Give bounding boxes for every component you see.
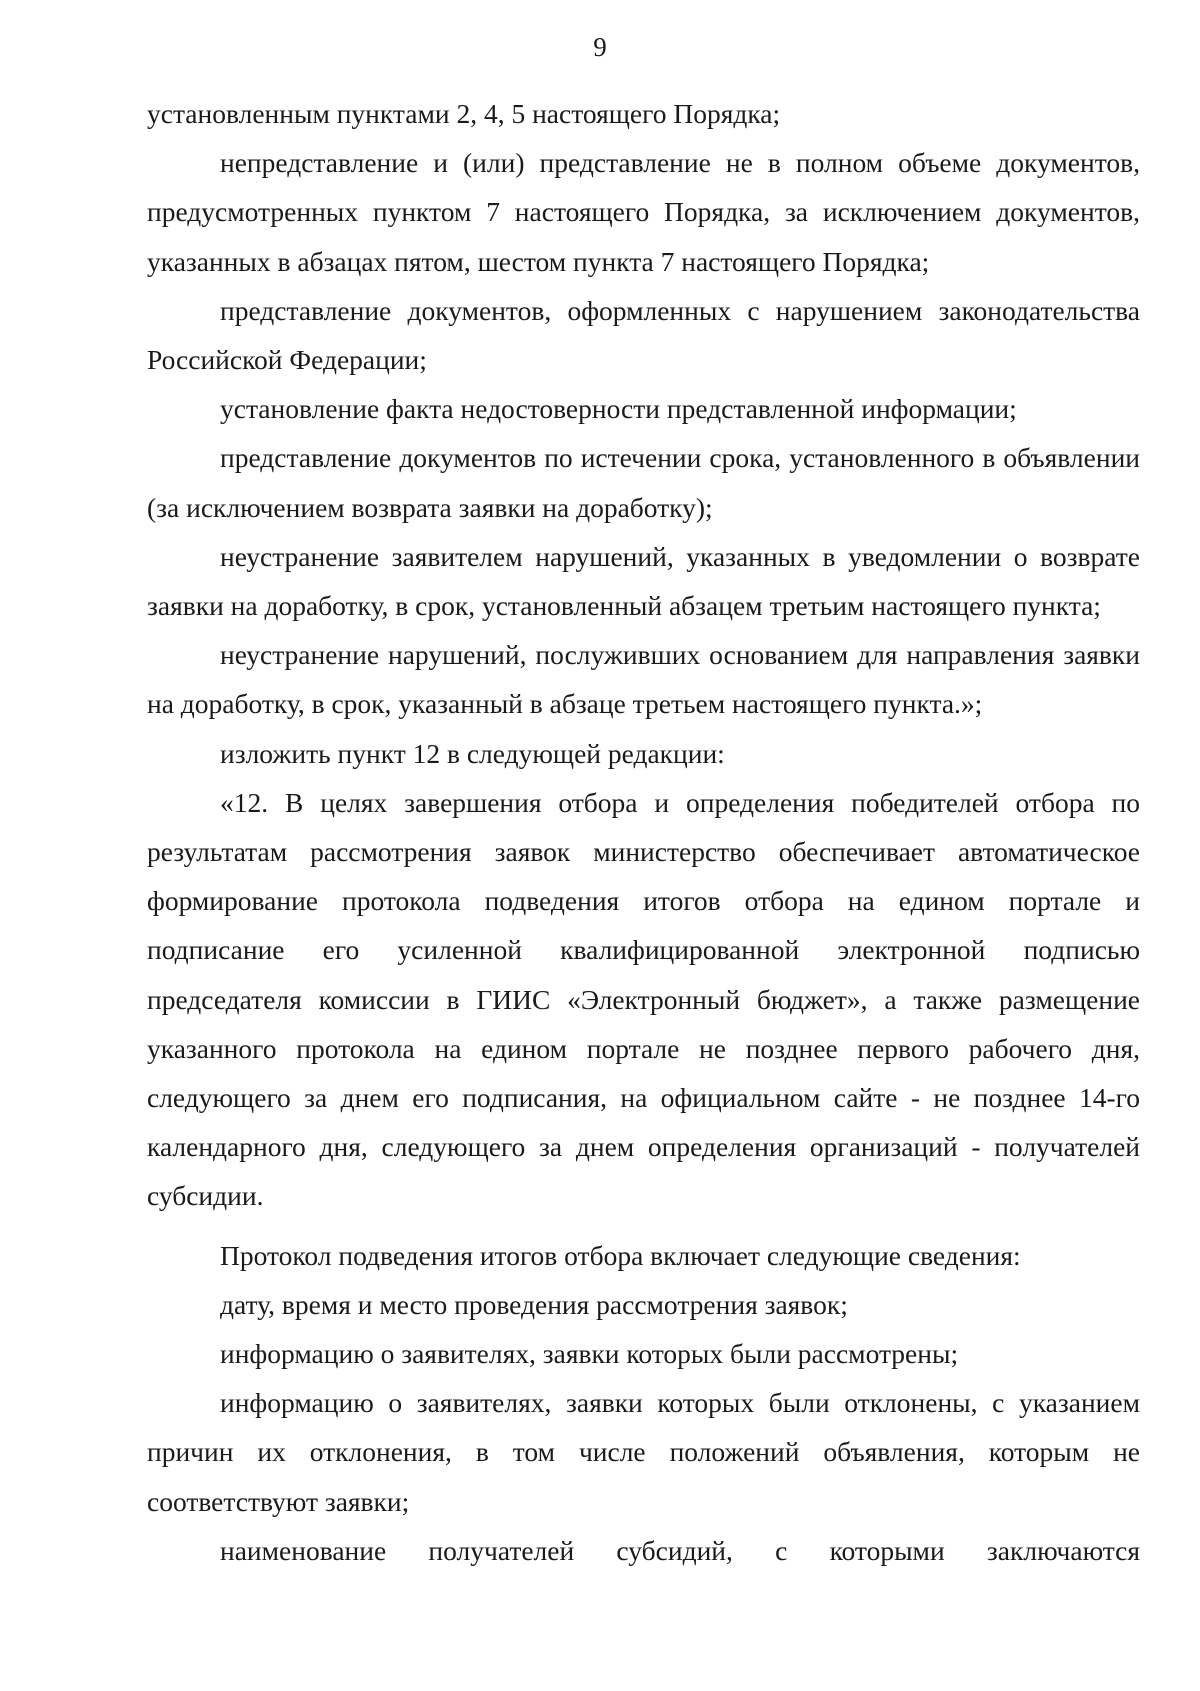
paragraph-not-remedied-applicant: неустранение заявителем нарушений, указанных в уведомлении о возврате заявки на доработку, в срок, установленный абзацем третьим настоящего пункта; <box>147 540 1140 622</box>
paragraph-considered-applicants: информацию о заявителях, заявки которых были рассмотрены; <box>220 1338 959 1370</box>
paragraph-amend-item-12: изложить пункт 12 в следующей редакции: <box>220 737 725 769</box>
paragraph-nonsubmission: непредставление и (или) представление не в полном объеме документов, предусмотренных пунктом 7 настоящего Порядка, за исключением документов, указанных в абзацах пятом, шестом пункта 7 настоящего Порядка; <box>147 147 1140 277</box>
paragraph-violation-law: представление документов, оформленных с нарушением законодательства Российской Федерации; <box>147 294 1140 376</box>
page-number: 9 <box>593 32 607 62</box>
paragraph-item-12: «12. В целях завершения отбора и определения победителей отбора по результатам рассмотрения заявок министерство обеспечивает автоматическое формирование протокола подведения итогов отбора на едином портале и подписание его усиленной квалифицированной электронной подписью председателя комиссии в ГИИС «Электронный бюджет», а также размещение указанного протокола на едином портале не позднее первого рабочего дня, следующего за днем его подписания, на официальном сайте - не позднее 14-го календарного дня, следующего за днем определения организаций - получателей субсидии. <box>147 786 1140 1212</box>
paragraph-rejected-applicants: информацию о заявителях, заявки которых были отклонены, с указанием причин их отклонения, в том числе положений объявления, которым не соответствуют заявки; <box>147 1387 1140 1517</box>
paragraph-recipients-name: наименование получателей субсидий, с которыми заключаются <box>220 1534 1140 1566</box>
paragraph-late-submission: представление документов по истечении срока, установленного в объявлении (за исключением возврата заявки на доработку); <box>147 442 1140 523</box>
paragraph-not-remedied-violations: неустранение нарушений, послуживших основанием для направления заявки на доработку, в срок, указанный в абзаце третьем настоящего пункта.»; <box>147 639 1140 720</box>
paragraph-protocol-contents: Протокол подведения итогов отбора включает следующие сведения: <box>220 1239 1021 1271</box>
paragraph-continuation: установленным пунктами 2, 4, 5 настоящего Порядка; <box>147 98 781 129</box>
paragraph-unreliable-info: установление факта недостоверности представленной информации; <box>220 393 1017 425</box>
document-body <box>147 89 1140 1575</box>
paragraph-date-time-place: дату, время и место проведения рассмотрения заявок; <box>220 1288 848 1320</box>
